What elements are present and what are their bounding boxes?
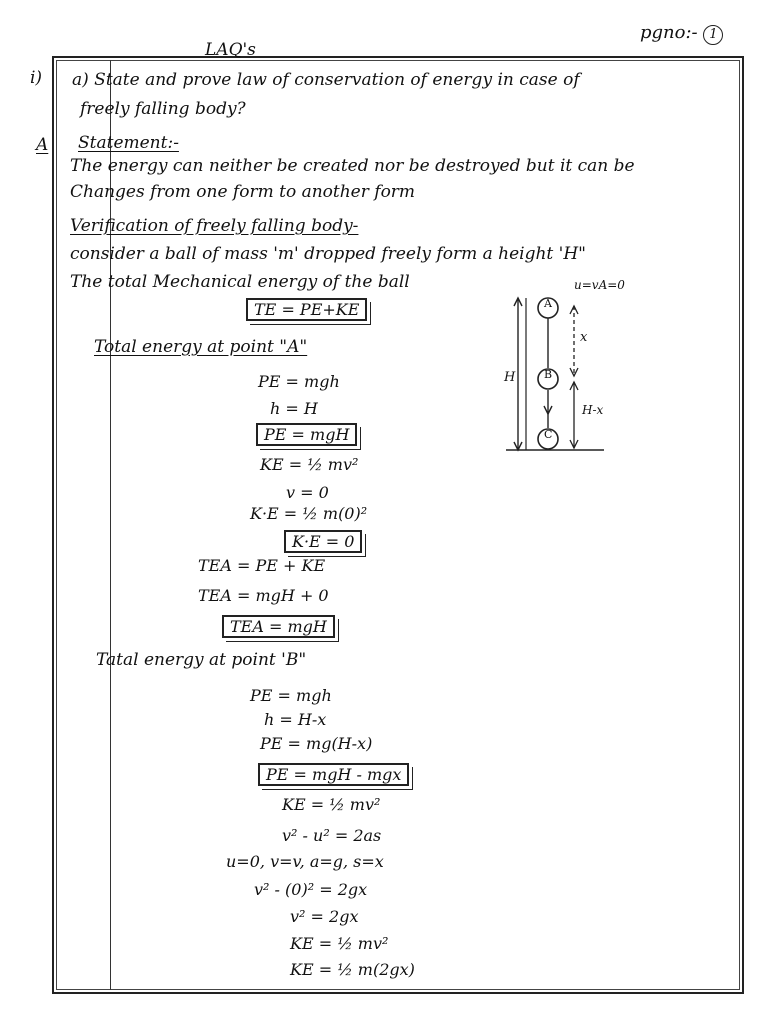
point-b-eq: v² - u² = 2as <box>282 826 382 845</box>
question-number: i) <box>30 68 43 88</box>
page-number-label: pgno:- <box>640 22 698 43</box>
answer-marker: A <box>36 135 49 155</box>
point-a-eq-boxed: TEA = mgH <box>222 615 335 638</box>
point-b-eq: PE = mg(H-x) <box>260 734 373 753</box>
total-mechanical-line: The total Mechanical energy of the ball <box>70 272 410 292</box>
point-a-eq: v = 0 <box>286 483 329 502</box>
statement-line-1: The energy can neither be created nor be destroyed but it can be <box>70 156 635 176</box>
point-b-heading: Tatal energy at point 'B" <box>96 650 307 670</box>
te-formula-box: TE = PE+KE <box>246 298 367 321</box>
consider-line: consider a ball of mass 'm' dropped freely form a height 'H" <box>70 244 586 264</box>
ball-a-label: A <box>544 297 552 310</box>
point-a-eq: K·E = ½ m(0)² <box>250 504 368 523</box>
point-a-eq-boxed: PE = mgH <box>256 423 357 446</box>
hx-label: H-x <box>582 403 604 417</box>
point-b-eq: PE = mgh <box>250 686 332 705</box>
question-line-1: a) State and prove law of conservation of energy in case of <box>72 70 580 90</box>
point-b-eq: v² - (0)² = 2gx <box>254 880 368 899</box>
question-line-2: freely falling body? <box>80 99 246 119</box>
height-label: H <box>504 370 516 385</box>
point-b-eq: KE = ½ mv² <box>290 934 389 953</box>
point-b-eq: KE = ½ m(2gx) <box>290 960 415 979</box>
point-a-eq: h = H <box>270 399 318 418</box>
point-b-eq: u=0, v=v, a=g, s=x <box>226 852 384 871</box>
point-b-eq: h = H-x <box>264 710 327 729</box>
point-b-eq: KE = ½ mv² <box>282 795 381 814</box>
x-label: x <box>580 330 588 345</box>
point-a-heading: Total energy at point "A" <box>94 337 308 357</box>
point-a-eq: PE = mgh <box>258 372 340 391</box>
point-b-eq: v² = 2gx <box>290 907 359 926</box>
ball-c-label: C <box>544 428 553 441</box>
statement-heading: Statement:- <box>78 133 179 153</box>
page-number-value: 1 <box>703 25 723 45</box>
page-number <box>640 22 723 45</box>
free-fall-diagram <box>500 278 650 468</box>
ball-b-label: B <box>544 368 553 381</box>
point-a-eq: KE = ½ mv² <box>260 455 359 474</box>
point-b-eq-boxed: PE = mgH - mgx <box>258 763 409 786</box>
initial-velocity-label: u=vA=0 <box>574 278 625 292</box>
point-a-eq: TEA = PE + KE <box>198 556 326 575</box>
verification-heading: Verification of freely falling body- <box>70 216 359 236</box>
point-a-eq: TEA = mgH + 0 <box>198 586 329 605</box>
statement-line-2: Changes from one form to another form <box>70 182 416 202</box>
point-a-eq-boxed: K·E = 0 <box>284 530 362 553</box>
laqs-title: LAQ's <box>205 40 256 60</box>
